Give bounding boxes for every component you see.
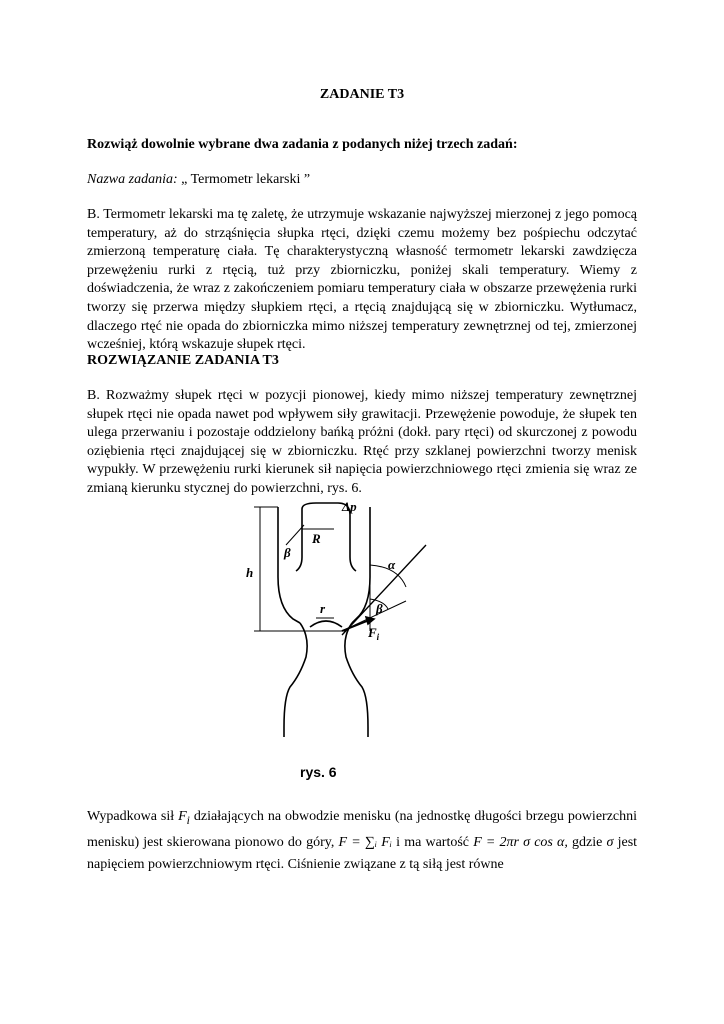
neck-right bbox=[345, 623, 368, 737]
solution-paragraph: B. Rozważmy słupek rtęci w pozycji pionowej, kiedy mimo niższej temperatury zewnętrznej słupek rtęci nie opada nawet pod wpływem siły grawitacji. Przewężenie powoduje, że słupek ten ulega przerwaniu i pozostaje oddzielony bańką próżni (dokł. pary rtęci) od skurczonej z powodu oziębienia rtęci znajdującej się w zbiorniczku. Rtęć przy szklanej powierzchni tworzy menisk wypukły. W przewężeniu rurki kierunek sił napięcia powierzchniowego rtęci zmienia się wraz ze zmianą kierunku stycznej do powierzchni, rys. 6. bbox=[87, 388, 637, 496]
label-r: r bbox=[320, 601, 326, 616]
solution-heading: ROZWIĄZANIE ZADANIA T3 bbox=[87, 353, 279, 368]
sigma-symbol: σ bbox=[606, 834, 614, 850]
label-beta-right: β bbox=[376, 601, 383, 616]
label-alpha: α bbox=[388, 557, 396, 572]
thermometer-constriction-diagram bbox=[238, 497, 458, 782]
label-Fi: $F_i$ bbox=[368, 625, 380, 642]
mercury-column-left bbox=[296, 509, 302, 571]
problem-paragraph: B. Termometr lekarski ma tę zaletę, że utrzymuje wskazanie najwyższej mierzonej z jego pomocą temperatury, aż do strząśnięcia słupka rtęci, dzięki czemu możemy bez pośpiechu odczytać zmierzoną temperaturę ciała. Tę charakterystyczną własność termometr lekarski zawdzięcza przewężeniu rurki z rtęcią, tuż przy zbiorniczku, poniżej skali temperatury. Wiemy z doświadczenia, że wraz z zakończeniem pomiaru temperatury ciała w obszarze przewężenia rurki tworzy się przerwa między słupkiem rtęci, a rtęcią znajdującą się w zbiorniczku. Wytłumacz, dlaczego rtęć nie opada do zbiorniczka mimo niższej temperatury zewnętrznej od tej, zmierzonej wcześniej, którą wskazuje słupek rtęci. bbox=[87, 207, 637, 353]
label-h: h bbox=[246, 565, 254, 580]
figure-caption: rys. 6 bbox=[300, 764, 337, 780]
force-symbol: $F_i$ bbox=[178, 809, 190, 827]
task-name-label: Nazwa zadania: bbox=[87, 172, 178, 187]
force-equation: F = 2πr σ cos α, bbox=[473, 834, 568, 850]
final-paragraph: Wypadkowa sił $F_i$ działających na obwodzie menisku (na jednostkę długości brzegu powierzchni menisku) jest skierowana pionowo do góry, F = ∑ᵢ Fᵢ i ma wartość F = 2πr σ cos α, gdzie σ jest napięciem powierzchniowym rtęci. Ciśnienie związane z tą siłą jest równe bbox=[87, 809, 638, 872]
tube-left-wall bbox=[278, 507, 300, 623]
tube-right-wall bbox=[352, 507, 370, 623]
label-dp: Δp bbox=[342, 499, 357, 514]
label-R: R bbox=[312, 531, 321, 546]
sum-equation: F = ∑ᵢ Fᵢ bbox=[338, 834, 392, 850]
neck-left bbox=[284, 623, 307, 737]
task-name-value: „ Termometr lekarski ” bbox=[181, 172, 311, 187]
instruction-text: Rozwiąż dowolnie wybrane dwa zadania z podanych niżej trzech zadań: bbox=[87, 137, 518, 152]
label-beta-left: β bbox=[284, 545, 291, 560]
task-name-line bbox=[87, 172, 310, 188]
meniscus-bottom bbox=[310, 621, 342, 627]
page-title: ZADANIE T3 bbox=[319, 87, 405, 102]
tangent-line bbox=[342, 545, 426, 635]
